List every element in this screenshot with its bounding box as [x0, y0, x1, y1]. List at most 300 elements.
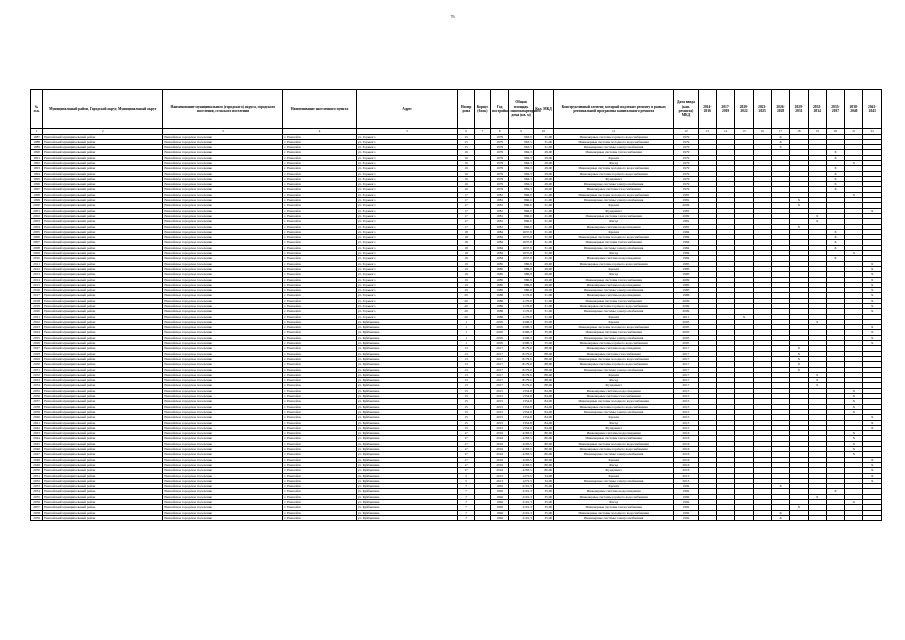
- address-cell: ул. Горького: [356, 160, 458, 165]
- build-year-cell: 2005: [491, 341, 509, 346]
- house-number-cell: 16: [458, 155, 474, 160]
- locality-cell: г. Енисейск: [283, 510, 356, 515]
- settlement-cell: Енисейское городское поселение: [163, 282, 283, 287]
- build-year-cell: 2013: [491, 473, 509, 478]
- period-cell: X: [808, 378, 826, 383]
- build-year-cell: 1992: [491, 489, 509, 494]
- element-cell: Кровля: [554, 155, 674, 160]
- settlement-cell: Енисейское городское поселение: [163, 462, 283, 467]
- address-cell: ул. Куйбышева: [356, 420, 458, 425]
- house-number-cell: 18: [458, 235, 474, 240]
- settlement-cell: Енисейское городское поселение: [163, 203, 283, 208]
- element-cell: Инженерные системы горячего водоснабжения: [554, 494, 674, 499]
- row-number: 2033: [31, 378, 43, 383]
- period-cell: [845, 515, 863, 520]
- row-number: 2006: [31, 235, 43, 240]
- build-year-cell: 1985: [491, 282, 509, 287]
- area-cell: 1637,8: [509, 251, 533, 256]
- row-number: 1998: [31, 192, 43, 197]
- house-number-cell: 17: [458, 213, 474, 218]
- address-cell: ул. Куйбышева: [356, 325, 458, 330]
- element-cell: Инженерные системы горячего водоснабжения: [554, 304, 674, 309]
- commission-date-cell: 2005: [674, 330, 698, 335]
- count-cell: 21,00: [533, 192, 553, 197]
- locality-cell: г. Енисейск: [283, 420, 356, 425]
- commission-date-cell: 2016: [674, 441, 698, 446]
- build-year-cell: 1981: [491, 208, 509, 213]
- period-cell: X: [808, 213, 826, 218]
- element-cell: Кровля: [554, 484, 674, 489]
- column-number: 16: [753, 129, 771, 135]
- house-number-cell: 19: [458, 288, 474, 293]
- element-cell: Инженерные системы электроснабжения: [554, 309, 674, 314]
- commission-date-cell: 2017: [674, 362, 698, 367]
- settlement-cell: Енисейское городское поселение: [163, 457, 283, 462]
- count-cell: 29,00: [533, 282, 553, 287]
- address-cell: ул. Горького: [356, 219, 458, 224]
- row-number: 2010: [31, 256, 43, 261]
- address-cell: ул. Куйбышева: [356, 372, 458, 377]
- address-cell: ул. Куйбышева: [356, 330, 458, 335]
- column-header: № п.п.: [31, 90, 43, 129]
- column-number: 5: [356, 129, 458, 135]
- area-cell: 1354,8: [509, 425, 533, 430]
- count-cell: 35,00: [533, 341, 553, 346]
- count-cell: 80,00: [533, 452, 553, 457]
- period-cell: X: [863, 272, 882, 277]
- count-cell: 88,00: [533, 367, 553, 372]
- build-year-cell: 1979: [491, 182, 509, 187]
- element-cell: Фасад: [554, 272, 674, 277]
- element-cell: Инженерные системы горячего водоснабжения: [554, 404, 674, 409]
- locality-cell: г. Енисейск: [283, 166, 356, 171]
- house-number-cell: 20: [458, 304, 474, 309]
- area-cell: 984,3: [509, 171, 533, 176]
- period-cell: X: [863, 325, 882, 330]
- period-cell: X: [826, 235, 844, 240]
- build-year-cell: 2015: [491, 388, 509, 393]
- row-number: 2013: [31, 272, 43, 277]
- area-cell: 2101,3: [509, 484, 533, 489]
- build-year-cell: 1992: [491, 510, 509, 515]
- row-number: 2022: [31, 319, 43, 324]
- row-number: 2031: [31, 367, 43, 372]
- address-cell: ул. Куйбышева: [356, 452, 458, 457]
- settlement-cell: Енисейское городское поселение: [163, 213, 283, 218]
- address-cell: ул. Горького: [356, 208, 458, 213]
- row-number: 2047: [31, 452, 43, 457]
- column-number: 13: [698, 129, 716, 135]
- row-number: 2038: [31, 404, 43, 409]
- locality-cell: г. Енисейск: [283, 155, 356, 160]
- element-cell: Кровля: [554, 457, 674, 462]
- count-cell: 31,00: [533, 145, 553, 150]
- district-cell: Енисейский муниципальный район: [43, 314, 163, 319]
- area-cell: 984,3: [509, 176, 533, 181]
- period-cell: X: [863, 457, 882, 462]
- build-year-cell: 1992: [491, 494, 509, 499]
- period-cell: X: [790, 362, 808, 367]
- build-year-cell: 2016: [491, 468, 509, 473]
- row-number: 1992: [31, 160, 43, 165]
- locality-cell: г. Енисейск: [283, 240, 356, 245]
- district-cell: Енисейский муниципальный район: [43, 166, 163, 171]
- house-number-cell: 20: [458, 309, 474, 314]
- count-cell: 21,00: [533, 203, 553, 208]
- locality-cell: г. Енисейск: [283, 314, 356, 319]
- area-cell: 1637,8: [509, 229, 533, 234]
- column-number: 8: [491, 129, 509, 135]
- count-cell: 31,00: [533, 229, 553, 234]
- settlement-cell: Енисейское городское поселение: [163, 319, 283, 324]
- area-cell: 2101,3: [509, 510, 533, 515]
- element-cell: Инженерные системы водоотведения: [554, 282, 674, 287]
- element-cell: Фасад: [554, 219, 674, 224]
- locality-cell: г. Енисейск: [283, 298, 356, 303]
- column-header: 2032-2034: [808, 90, 826, 129]
- period-cell: X: [845, 394, 863, 399]
- build-year-cell: 2017: [491, 346, 509, 351]
- area-cell: 4183,5: [509, 462, 533, 467]
- commission-date-cell: 1979: [674, 187, 698, 192]
- build-year-cell: 1992: [491, 484, 509, 489]
- count-cell: 88,00: [533, 383, 553, 388]
- period-cell: X: [863, 298, 882, 303]
- address-cell: ул. Горького: [356, 166, 458, 171]
- house-number-cell: 17: [458, 462, 474, 467]
- build-year-cell: 2005: [491, 330, 509, 335]
- address-cell: ул. Куйбышева: [356, 399, 458, 404]
- area-cell: 986,8: [509, 272, 533, 277]
- address-cell: ул. Куйбышева: [356, 473, 458, 478]
- address-cell: ул. Горького: [356, 229, 458, 234]
- column-number: 21: [845, 129, 863, 135]
- locality-cell: г. Енисейск: [283, 325, 356, 330]
- locality-cell: г. Енисейск: [283, 351, 356, 356]
- area-cell: 866,0: [509, 198, 533, 203]
- locality-cell: г. Енисейск: [283, 282, 356, 287]
- build-year-cell: 2005: [491, 335, 509, 340]
- element-cell: Инженерные системы теплоснабжения: [554, 213, 674, 218]
- row-number: 2016: [31, 288, 43, 293]
- locality-cell: г. Енисейск: [283, 293, 356, 298]
- settlement-cell: Енисейское городское поселение: [163, 145, 283, 150]
- row-number: 2058: [31, 510, 43, 515]
- element-cell: Инженерные системы холодного водоснабжения: [554, 139, 674, 144]
- district-cell: Енисейский муниципальный район: [43, 277, 163, 282]
- period-cell: X: [808, 383, 826, 388]
- build-year-cell: 2015: [491, 394, 509, 399]
- settlement-cell: Енисейское городское поселение: [163, 134, 283, 139]
- address-cell: ул. Горького: [356, 240, 458, 245]
- build-year-cell: 1984: [491, 235, 509, 240]
- address-cell: ул. Горького: [356, 139, 458, 144]
- locality-cell: г. Енисейск: [283, 494, 356, 499]
- locality-cell: г. Енисейск: [283, 229, 356, 234]
- count-cell: 29,00: [533, 277, 553, 282]
- locality-cell: г. Енисейск: [283, 356, 356, 361]
- locality-cell: г. Енисейск: [283, 388, 356, 393]
- build-year-cell: 1985: [491, 277, 509, 282]
- count-cell: 31,00: [533, 251, 553, 256]
- district-cell: Енисейский муниципальный район: [43, 420, 163, 425]
- build-year-cell: 2017: [491, 383, 509, 388]
- locality-cell: г. Енисейск: [283, 431, 356, 436]
- count-cell: 34,00: [533, 478, 553, 483]
- row-number: 2024: [31, 330, 43, 335]
- build-year-cell: 1984: [491, 256, 509, 261]
- element-cell: Инженерные системы водоотведения: [554, 256, 674, 261]
- period-cell: X: [790, 356, 808, 361]
- row-number: 2052: [31, 478, 43, 483]
- row-number: 2021: [31, 314, 43, 319]
- district-cell: Енисейский муниципальный район: [43, 330, 163, 335]
- settlement-cell: Енисейское городское поселение: [163, 160, 283, 165]
- house-number-cell: 16: [458, 187, 474, 192]
- row-number: 2008: [31, 245, 43, 250]
- settlement-cell: Енисейское городское поселение: [163, 383, 283, 388]
- house-number-cell: 1: [458, 319, 474, 324]
- house-number-cell: 17: [458, 436, 474, 441]
- district-cell: Енисейский муниципальный район: [43, 266, 163, 271]
- district-cell: Енисейский муниципальный район: [43, 394, 163, 399]
- house-number-cell: 18: [458, 229, 474, 234]
- house-number-cell: 5: [458, 478, 474, 483]
- count-cell: 80,00: [533, 447, 553, 452]
- build-year-cell: 1979: [491, 155, 509, 160]
- commission-date-cell: 2015: [674, 388, 698, 393]
- district-cell: Енисейский муниципальный район: [43, 272, 163, 277]
- element-cell: Инженерные системы горячего водоснабжения: [554, 261, 674, 266]
- locality-cell: г. Енисейск: [283, 235, 356, 240]
- period-cell: X: [826, 176, 844, 181]
- commission-date-cell: 2013: [674, 478, 698, 483]
- column-header: Адрес: [356, 90, 458, 129]
- period-cell: X: [863, 277, 882, 282]
- settlement-cell: Енисейское городское поселение: [163, 499, 283, 504]
- commission-date-cell: 1984: [674, 256, 698, 261]
- element-cell: Инженерные системы горячего водоснабжения: [554, 171, 674, 176]
- row-number: 2005: [31, 229, 43, 234]
- settlement-cell: Енисейское городское поселение: [163, 420, 283, 425]
- district-cell: Енисейский муниципальный район: [43, 171, 163, 176]
- district-cell: Енисейский муниципальный район: [43, 187, 163, 192]
- element-cell: Инженерные системы холодного водоснабжения: [554, 235, 674, 240]
- build-year-cell: 2015: [491, 415, 509, 420]
- district-cell: Енисейский муниципальный район: [43, 431, 163, 436]
- build-year-cell: 2005: [491, 319, 509, 324]
- settlement-cell: Енисейское городское поселение: [163, 330, 283, 335]
- house-number-cell: 13: [458, 356, 474, 361]
- element-cell: Инженерные системы теплоснабжения: [554, 505, 674, 510]
- settlement-cell: Енисейское городское поселение: [163, 277, 283, 282]
- element-cell: Инженерные системы газоснабжения: [554, 187, 674, 192]
- element-cell: Кровля: [554, 415, 674, 420]
- period-cell: X: [790, 351, 808, 356]
- element-cell: Фундамент: [554, 383, 674, 388]
- district-cell: Енисейский муниципальный район: [43, 510, 163, 515]
- row-number: 1987: [31, 134, 43, 139]
- period-cell: [698, 515, 716, 520]
- address-cell: ул. Куйбышева: [356, 367, 458, 372]
- house-number-cell: 13: [458, 346, 474, 351]
- count-cell: 31,00: [533, 245, 553, 250]
- commission-date-cell: 1984: [674, 229, 698, 234]
- row-number: 2000: [31, 203, 43, 208]
- build-year-cell: 2017: [491, 362, 509, 367]
- column-header: Наименование населенного пункта: [283, 90, 356, 129]
- house-number-cell: 17: [458, 224, 474, 229]
- house-number-cell: 16: [458, 150, 474, 155]
- area-cell: 1354,8: [509, 404, 533, 409]
- period-cell: X: [826, 245, 844, 250]
- house-number-cell: 17: [458, 192, 474, 197]
- address-cell: ул. Куйбышева: [356, 441, 458, 446]
- row-number: 2023: [31, 325, 43, 330]
- area-cell: 4183,5: [509, 452, 533, 457]
- house-number-cell: 7: [458, 494, 474, 499]
- commission-date-cell: 2015: [674, 409, 698, 414]
- count-cell: 31,00: [533, 304, 553, 309]
- area-cell: 1354,8: [509, 415, 533, 420]
- period-cell: X: [863, 473, 882, 478]
- address-cell: ул. Горького: [356, 288, 458, 293]
- address-cell: ул. Горького: [356, 155, 458, 160]
- element-cell: Инженерные системы электроснабжения: [554, 409, 674, 414]
- district-cell: Енисейский муниципальный район: [43, 425, 163, 430]
- count-cell: 35,00: [533, 330, 553, 335]
- commission-date-cell: 2015: [674, 399, 698, 404]
- period-cell: [863, 515, 882, 520]
- locality-cell: г. Енисейск: [283, 224, 356, 229]
- row-number: 2029: [31, 356, 43, 361]
- period-cell: X: [826, 489, 844, 494]
- period-cell: X: [771, 510, 789, 515]
- commission-date-cell: 1979: [674, 182, 698, 187]
- column-header: Общая площадь многоквартирного дома (кв. м): [509, 90, 533, 129]
- element-cell: Инженерные системы горячего водоснабжения: [554, 362, 674, 367]
- settlement-cell: Енисейское городское поселение: [163, 139, 283, 144]
- area-cell: 866,0: [509, 208, 533, 213]
- district-cell: Енисейский муниципальный район: [43, 224, 163, 229]
- column-number: 11: [554, 129, 674, 135]
- settlement-cell: Енисейское городское поселение: [163, 494, 283, 499]
- house-number-cell: 17: [458, 447, 474, 452]
- count-cell: 29,00: [533, 272, 553, 277]
- commission-date-cell: 2013: [674, 473, 698, 478]
- locality-cell: г. Енисейск: [283, 330, 356, 335]
- locality-cell: г. Енисейск: [283, 182, 356, 187]
- address-cell: ул. Горького: [356, 134, 458, 139]
- build-year-cell: 1992: [491, 505, 509, 510]
- column-number: 14: [716, 129, 734, 135]
- locality-cell: г. Енисейск: [283, 139, 356, 144]
- build-year-cell: 2017: [491, 378, 509, 383]
- locality-cell: г. Енисейск: [283, 515, 356, 520]
- locality-cell: г. Енисейск: [283, 362, 356, 367]
- settlement-cell: Енисейское городское поселение: [163, 372, 283, 377]
- build-year-cell: 1979: [491, 145, 509, 150]
- area-cell: 866,0: [509, 224, 533, 229]
- row-number: 2049: [31, 462, 43, 467]
- column-number: 7: [474, 129, 490, 135]
- address-cell: ул. Куйбышева: [356, 319, 458, 324]
- period-cell: X: [863, 462, 882, 467]
- period-cell: X: [771, 515, 789, 520]
- count-cell: 84,00: [533, 388, 553, 393]
- row-number: 2012: [31, 266, 43, 271]
- address-cell: ул. Горького: [356, 277, 458, 282]
- locality-cell: г. Енисейск: [283, 372, 356, 377]
- district-cell: Енисейский муниципальный район: [43, 139, 163, 144]
- column-header: Корпус (блок): [474, 90, 490, 129]
- column-header: 2041-2043: [863, 90, 882, 129]
- locality-cell: г. Енисейск: [283, 447, 356, 452]
- element-cell: Фасад: [554, 251, 674, 256]
- area-cell: 984,3: [509, 182, 533, 187]
- commission-date-cell: 2005: [674, 319, 698, 324]
- period-cell: X: [845, 192, 863, 197]
- area-cell: 1354,8: [509, 399, 533, 404]
- commission-date-cell: 1992: [674, 484, 698, 489]
- commission-date-cell: 2017: [674, 383, 698, 388]
- count-cell: 84,00: [533, 409, 553, 414]
- row-number: 1991: [31, 155, 43, 160]
- address-cell: ул. Горького: [356, 150, 458, 155]
- column-header: Муниципальный район, Городской округ, Муниципальный округ: [43, 90, 163, 129]
- build-year-cell: 2015: [491, 425, 509, 430]
- settlement-cell: Енисейское городское поселение: [163, 404, 283, 409]
- commission-date-cell: 1984: [674, 251, 698, 256]
- commission-date-cell: 2009: [674, 213, 698, 218]
- address-cell: ул. Горького: [356, 176, 458, 181]
- element-cell: Инженерные системы электроснабжения: [554, 367, 674, 372]
- district-cell: Енисейский муниципальный район: [43, 351, 163, 356]
- house-number-cell: 19: [458, 266, 474, 271]
- count-cell: 35,00: [533, 325, 553, 330]
- area-cell: 1354,8: [509, 420, 533, 425]
- element-cell: Кровля: [554, 229, 674, 234]
- row-number: 2014: [31, 277, 43, 282]
- address-cell: ул. Куйбышева: [356, 505, 458, 510]
- district-cell: Енисейский муниципальный район: [43, 478, 163, 483]
- house-number-cell: 15: [458, 134, 474, 139]
- element-cell: Инженерные системы электроснабжения: [554, 452, 674, 457]
- period-cell: X: [845, 499, 863, 504]
- column-header: Дата ввода (кап. ремонта) МКД: [674, 90, 698, 129]
- count-cell: 84,00: [533, 394, 553, 399]
- column-header: 2026-2028: [771, 90, 789, 129]
- district-cell: Енисейский муниципальный район: [43, 256, 163, 261]
- area-cell: 866,0: [509, 192, 533, 197]
- address-cell: ул. Куйбышева: [356, 409, 458, 414]
- house-number-cell: 19: [458, 272, 474, 277]
- build-year-cell: 1984: [491, 229, 509, 234]
- row-number: 1993: [31, 166, 43, 171]
- house-number-cell: 15: [458, 394, 474, 399]
- district-cell: Енисейский муниципальный район: [43, 192, 163, 197]
- area-cell: 1272,5: [509, 473, 533, 478]
- header-row: [31, 90, 882, 129]
- address-cell: ул. Горького: [356, 261, 458, 266]
- period-cell: X: [790, 224, 808, 229]
- settlement-cell: Енисейское городское поселение: [163, 251, 283, 256]
- area-cell: 1176,8: [509, 293, 533, 298]
- settlement-cell: Енисейское городское поселение: [163, 298, 283, 303]
- row-number: 2039: [31, 409, 43, 414]
- build-year-cell: 1979: [491, 160, 509, 165]
- settlement-cell: Енисейское городское поселение: [163, 187, 283, 192]
